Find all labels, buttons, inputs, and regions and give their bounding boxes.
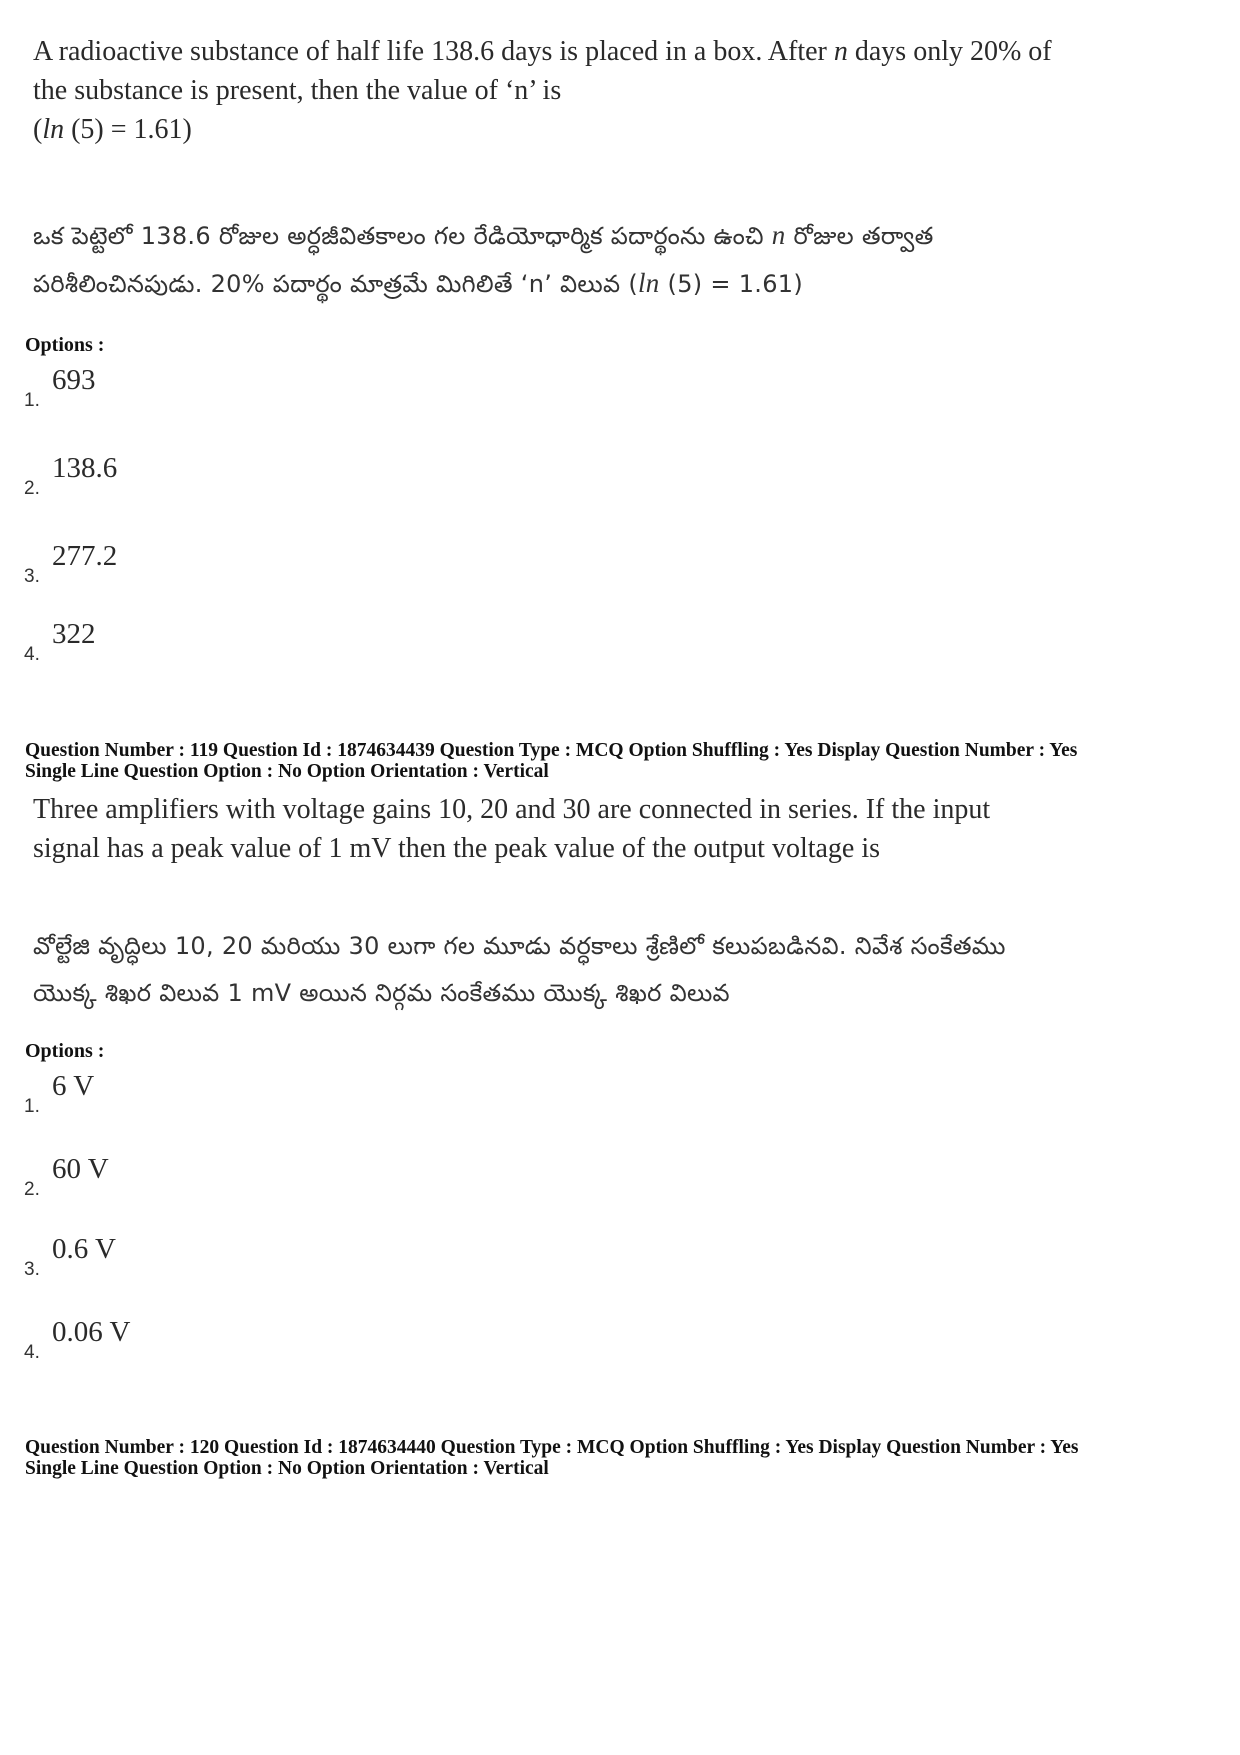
q118-en-line3 <box>33 110 1183 149</box>
q118-te-ln: ln <box>638 268 660 298</box>
option-number: 3. <box>24 1259 40 1280</box>
q118-te-line1 <box>33 212 1183 260</box>
option-value: 138.6 <box>52 452 118 484</box>
q119-option-3[interactable] <box>24 1233 424 1283</box>
q119-option-4[interactable] <box>24 1316 424 1366</box>
q118-options-label: Options : <box>25 334 105 356</box>
q118-english-text <box>33 32 1183 149</box>
q118-te-line1-pre: ఒక పెట్టెలో 138.6 రోజుల అర్ధజీవితకాలం గల రేడియోధార్మిక పదార్థంను ఉంచి <box>33 222 772 250</box>
option-number: 2. <box>24 1179 40 1200</box>
q118-en-ln-rest: (5) = 1.61) <box>64 114 192 145</box>
option-value: 0.6 V <box>52 1233 116 1265</box>
q119-te-line2: యొక్క శిఖర విలువ 1 mV అయిన నిర్గమ సంకేతము యొక్క శిఖర విలువ <box>33 979 730 1007</box>
q119-meta-line2: Single Line Question Option : No Option Orientation : Vertical <box>25 761 549 782</box>
q118-te-line2 <box>33 260 1183 308</box>
q118-option-4[interactable] <box>24 618 424 668</box>
q118-option-3[interactable] <box>24 540 424 590</box>
option-number: 1. <box>24 390 40 411</box>
q118-en-line1 <box>33 32 1183 71</box>
q118-en-line1-pre: A radioactive substance of half life 138.6 days is placed in a box. After <box>33 36 834 67</box>
q118-telugu-text <box>33 212 1183 308</box>
option-number: 4. <box>24 1342 40 1363</box>
q119-option-2[interactable] <box>24 1153 424 1203</box>
q119-english-text <box>33 790 1183 868</box>
q120-meta-line2: Single Line Question Option : No Option Orientation : Vertical <box>25 1458 549 1479</box>
q119-option-1[interactable] <box>24 1070 424 1120</box>
option-value: 60 V <box>52 1153 109 1185</box>
q119-meta <box>25 740 1225 782</box>
q120-meta <box>25 1437 1225 1479</box>
q119-en-line2: signal has a peak value of 1 mV then the peak value of the output voltage is <box>33 833 881 864</box>
option-value: 6 V <box>52 1070 95 1102</box>
q118-te-line2-pre: పరిశీలించినపుడు. 20% పదార్థం మాత్రమే మిగిలితే ‘n’ విలువ ( <box>33 270 638 298</box>
option-number: 2. <box>24 478 40 499</box>
option-number: 4. <box>24 644 40 665</box>
option-value: 693 <box>52 364 96 396</box>
q119-en-line1: Three amplifiers with voltage gains 10, 20 and 30 are connected in series. If the input <box>33 794 991 825</box>
q119-options-label: Options : <box>25 1040 105 1062</box>
q118-option-1[interactable] <box>24 364 424 414</box>
q118-te-line2-post: (5) = 1.61) <box>659 270 804 298</box>
option-value: 322 <box>52 618 96 650</box>
option-value: 277.2 <box>52 540 118 572</box>
q118-en-line1-post: days only 20% of <box>847 36 1052 67</box>
q118-te-line1-post: రోజుల తర్వాత <box>785 222 934 250</box>
q118-en-paren: ( <box>33 114 43 145</box>
option-value: 0.06 V <box>52 1316 131 1348</box>
q119-telugu-text <box>33 923 1183 1017</box>
q118-en-var-n: n <box>833 36 848 67</box>
q118-en-line2: the substance is present, then the value of ‘n’ is <box>33 75 562 106</box>
q120-meta-line1: Question Number : 120 Question Id : 1874634440 Question Type : MCQ Option Shuffling : Yes Display Question Number : Yes <box>25 1437 1079 1458</box>
q118-en-ln: ln <box>42 114 65 145</box>
q118-te-var-n: n <box>771 220 786 250</box>
q119-meta-line1: Question Number : 119 Question Id : 1874634439 Question Type : MCQ Option Shuffling : Yes Display Question Number : Yes <box>25 740 1078 761</box>
option-number: 1. <box>24 1096 40 1117</box>
option-number: 3. <box>24 566 40 587</box>
q118-option-2[interactable] <box>24 452 424 502</box>
q119-te-line1: వోల్టేజి వృద్ధిలు 10, 20 మరియు 30 లుగా గల మూడు వర్ధకాలు శ్రేణిలో కలుపబడినవి. నివేశ సంకేతము <box>33 932 1006 960</box>
